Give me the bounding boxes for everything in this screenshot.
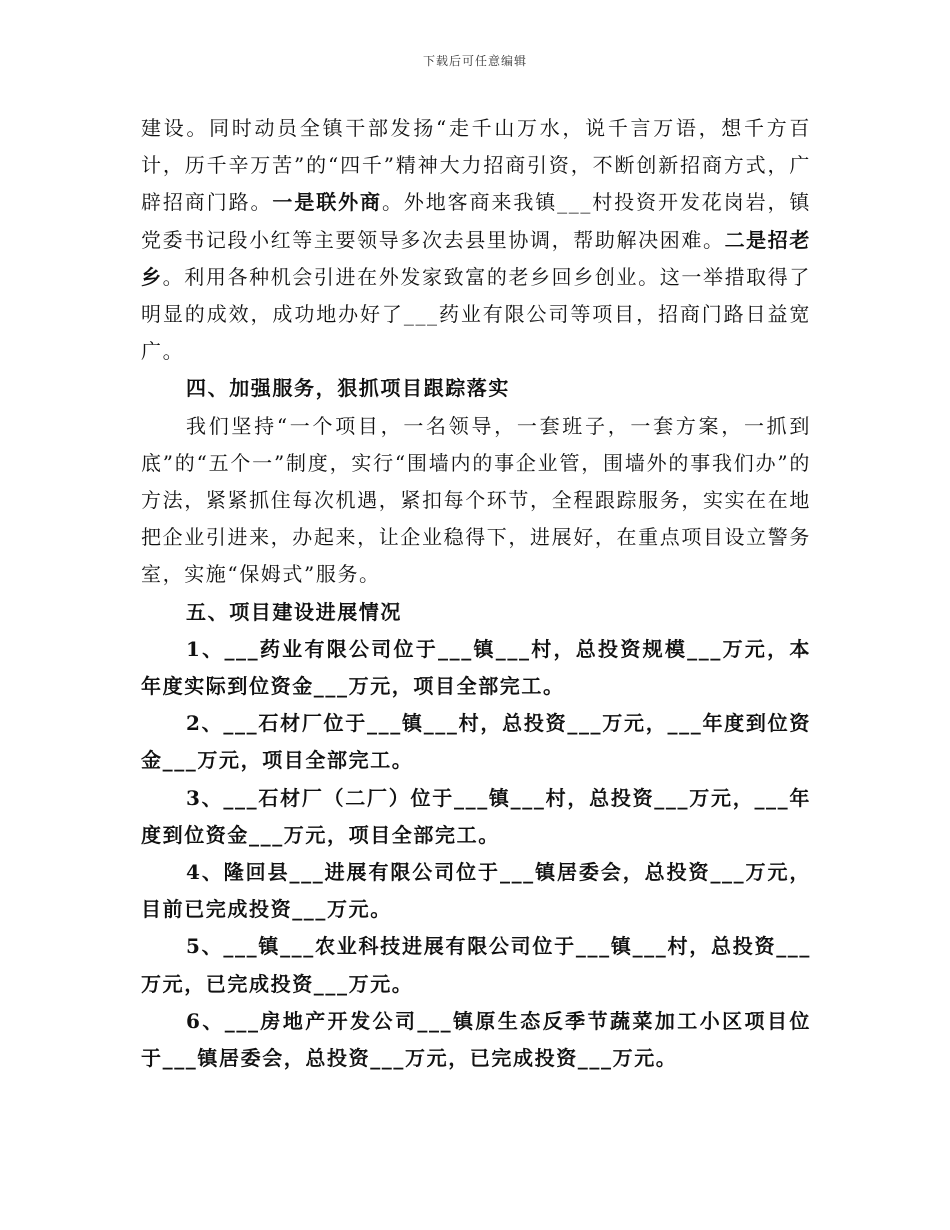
project-item: 6、___房地产开发公司___镇原生态反季节蔬菜加工小区项目位于___镇居委会，总投资___万元，已完成投资___万元。 xyxy=(141,1008,811,1071)
paragraph-text: 建设。同时动员全镇干部发扬“走千山万水，说千言万语，想千方百计，历千辛万苦”的“四千”精神大力招商引资，不断创新招商方式，广辟招商门路。 xyxy=(141,116,811,215)
section-heading-4: 四、加强服务，狠抓项目跟踪落实 xyxy=(186,376,510,401)
paragraph-text: 。利用各种机会引进在外发家致富的老乡回乡创业。这一举措取得了明显的成效，成功地办好了___药业有限公司等项目，招商门路日益宽广。 xyxy=(141,264,812,364)
section-heading-5: 五、项目建设进展情况 xyxy=(186,599,402,624)
page-header-note: 下载后可任意编辑 xyxy=(422,54,527,68)
paragraph-investment-campaign xyxy=(141,110,811,370)
project-item: 2、___石材厂位于___镇___村，总投资___万元，___年度到位资金___万元，项目全部完工。 xyxy=(141,711,811,773)
project-item: 1、___药业有限公司位于___镇___村，总投资规模___万元，本年度实际到位资金___万元，项目全部完工。 xyxy=(141,636,811,699)
bold-keyword: 二是招老乡 xyxy=(141,227,812,289)
paragraph-service: 我们坚持“一个项目，一名领导，一套班子，一套方案，一抓到底”的“五个一”制度，实行“围墙内的事企业管，围墙外的事我们办”的方法，紧紧抓住每次机遇，紧扣每个环节，全程跟踪服务，实实在在地把企业引进来，办起来，让企业稳得下，进展好，在重点项目设立警务室，实施“保姆式”服务。 xyxy=(141,413,811,587)
bold-keyword: 一是联外商 xyxy=(272,190,382,215)
document-body xyxy=(141,110,811,1077)
paragraph-text: 。外地客商来我镇___村投资开发花岗岩，镇党委书记段小红等主要领导多次去县里协调，帮助解决困难。 xyxy=(141,190,811,252)
project-item: 3、___石材厂（二厂）位于___镇___村，总投资___万元，___年度到位资金___万元，项目全部完工。 xyxy=(141,785,811,847)
project-item: 5、___镇___农业科技进展有限公司位于___镇___村，总投资___万元，已完成投资___万元。 xyxy=(141,934,811,996)
project-item: 4、隆回县___进展有限公司位于___镇居委会，总投资___万元，目前已完成投资___万元。 xyxy=(141,860,811,922)
